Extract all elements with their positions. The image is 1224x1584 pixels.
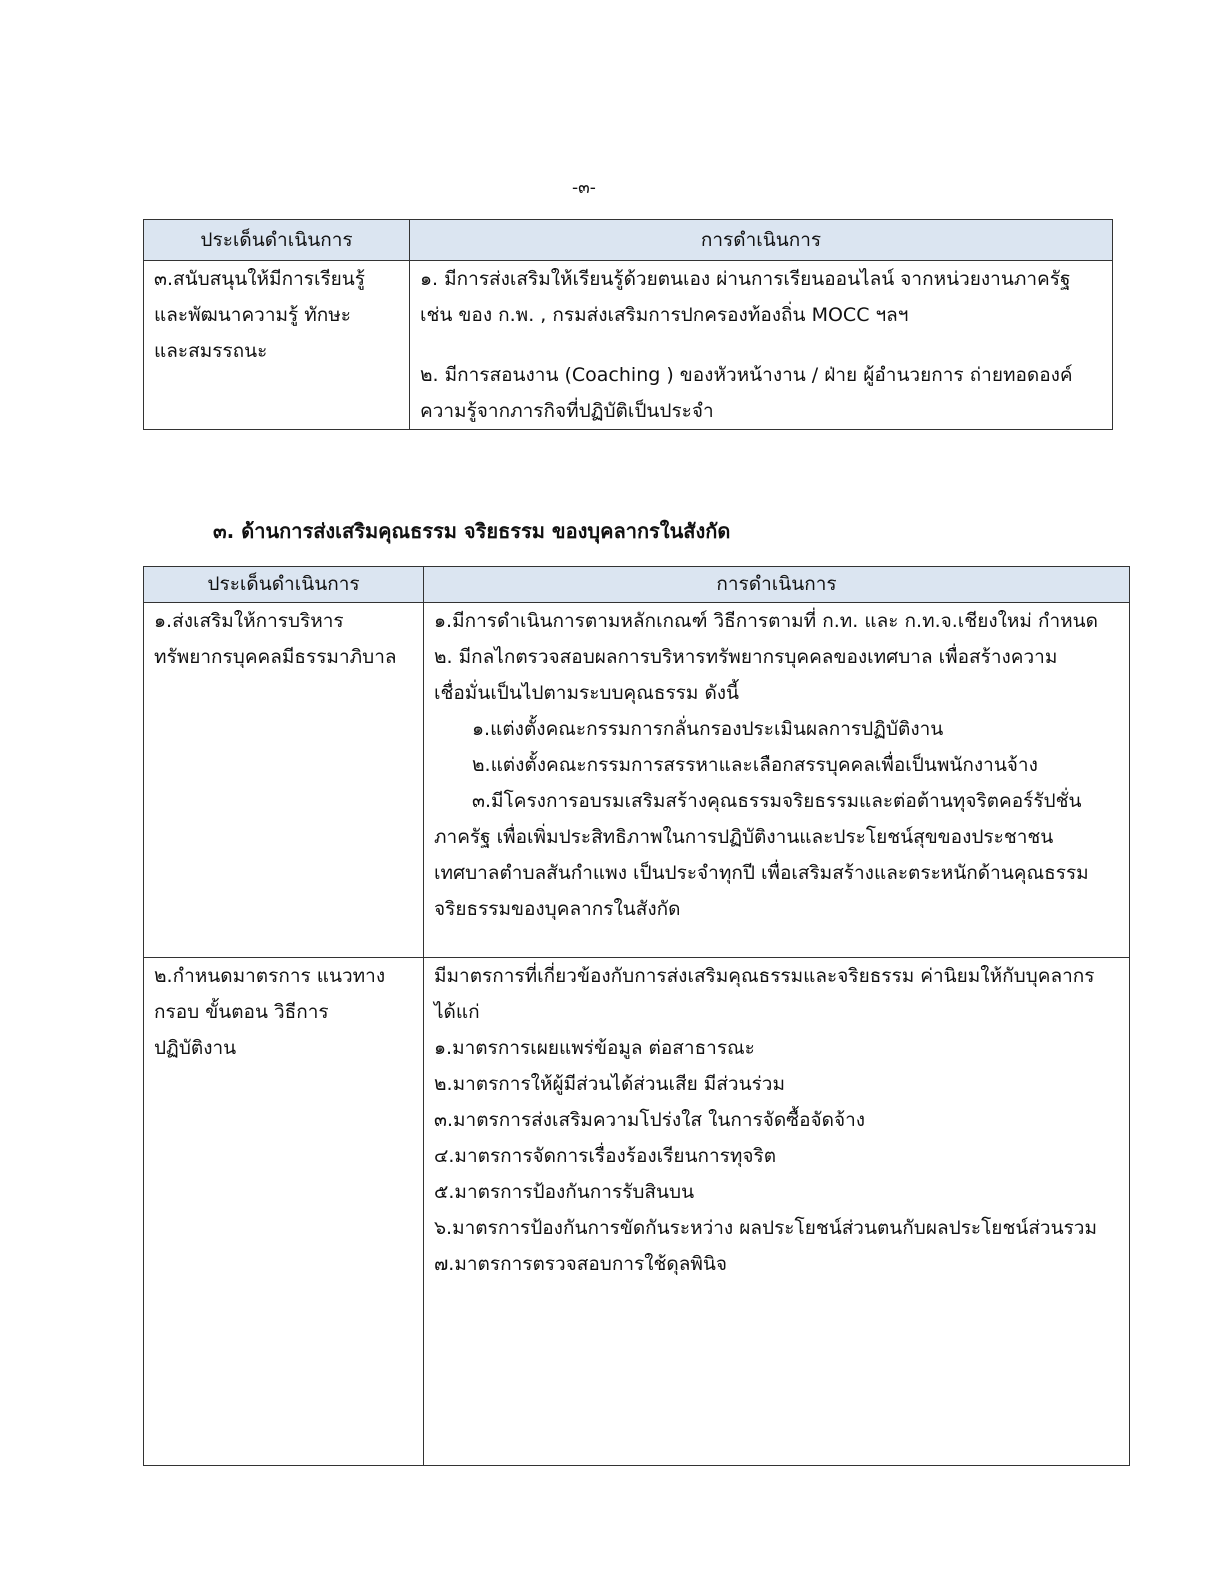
table-row	[144, 603, 1130, 958]
action-line: ๑. มีการส่งเสริมให้เรียนรู้ด้วยตนเอง ผ่านการเรียนออนไลน์ จากหน่วยงานภาครัฐ	[420, 268, 1071, 290]
issue-cell	[144, 958, 424, 1466]
table-row	[144, 958, 1130, 1466]
paragraph-gap	[434, 927, 1121, 957]
issue-line: ๒.กำหนดมาตรการ แนวทาง	[154, 965, 386, 987]
column-header-action: การดำเนินการ	[424, 567, 1130, 603]
issue-cell	[144, 603, 424, 958]
issue-line: และพัฒนาความรู้ ทักษะ	[154, 304, 352, 326]
action-line: เช่น ของ ก.พ. , กรมส่งเสริมการปกครองท้องถิ่น MOCC ฯลฯ	[420, 304, 909, 326]
column-header-issue: ประเด็นดำเนินการ	[144, 220, 410, 261]
table-header-row	[144, 220, 1113, 261]
measure-item: ๑.มาตรการเผยแพร่ข้อมูล ต่อสาธารณะ	[434, 1037, 755, 1059]
column-header-action: การดำเนินการ	[410, 220, 1113, 261]
measure-item: ๕.มาตรการป้องกันการรับสินบน	[434, 1181, 695, 1203]
sub-item: ๒.แต่งตั้งคณะกรรมการสรรหาและเลือกสรรบุคคลเพื่อเป็นพนักงานจ้าง	[472, 754, 1038, 776]
sub-item: ๑.แต่งตั้งคณะกรรมการกลั่นกรองประเมินผลการปฏิบัติงาน	[472, 718, 944, 740]
measure-item: ๗.มาตรการตรวจสอบการใช้ดุลพินิจ	[434, 1253, 728, 1275]
action-line: เทศบาลตำบลสันกำแพง เป็นประจำทุกปี เพื่อเสริมสร้างและตระหนักด้านคุณธรรม	[434, 862, 1089, 884]
action-line: ภาครัฐ เพื่อเพิ่มประสิทธิภาพในการปฏิบัติงานและประโยชน์สุขของประชาชน	[434, 826, 1054, 848]
action-line: ๑.มีการดำเนินการตามหลักเกณฑ์ วิธีการตามที่ ก.ท. และ ก.ท.จ.เชียงใหม่ กำหนด	[434, 610, 1098, 632]
issue-line: ทรัพยากรบุคคลมีธรรมาภิบาล	[154, 646, 397, 668]
column-header-issue: ประเด็นดำเนินการ	[144, 567, 424, 603]
learning-support-table	[143, 219, 1113, 430]
action-line: มีมาตรการที่เกี่ยวข้องกับการส่งเสริมคุณธรรมและจริยธรรม ค่านิยมให้กับบุคลากร	[434, 965, 1095, 987]
section-heading: ๓. ด้านการส่งเสริมคุณธรรม จริยธรรม ของบุคลากรในสังกัด	[213, 519, 731, 543]
action-cell	[424, 603, 1130, 958]
table-row	[144, 261, 1113, 430]
page-number: -๓-	[572, 178, 596, 198]
action-line: ได้แก่	[434, 1001, 480, 1023]
issue-line: ๓.สนับสนุนให้มีการเรียนรู้	[154, 268, 365, 290]
action-line: ความรู้จากภารกิจที่ปฏิบัติเป็นประจำ	[420, 400, 714, 422]
issue-line: ปฏิบัติงาน	[154, 1037, 237, 1059]
action-line: เชื่อมั่นเป็นไปตามระบบคุณธรรม ดังนี้	[434, 682, 740, 704]
action-line: ๒. มีการสอนงาน (Coaching ) ของหัวหน้างาน / ฝ่าย ผู้อำนวยการ ถ่ายทอดองค์	[420, 364, 1073, 386]
issue-line: กรอบ ขั้นตอน วิธีการ	[154, 1001, 329, 1023]
issue-line: และสมรรถนะ	[154, 340, 268, 362]
sub-item: ๓.มีโครงการอบรมเสริมสร้างคุณธรรมจริยธรรมและต่อต้านทุจริตคอร์รัปชั่น	[472, 790, 1082, 812]
issue-line: ๑.ส่งเสริมให้การบริหาร	[154, 610, 344, 632]
measure-item: ๒.มาตรการให้ผู้มีส่วนได้ส่วนเสีย มีส่วนร่วม	[434, 1073, 785, 1095]
measure-item: ๓.มาตรการส่งเสริมความโปร่งใส ในการจัดซื้อจัดจ้าง	[434, 1109, 866, 1131]
ethics-promotion-table	[143, 566, 1130, 1466]
action-line: ๒. มีกลไกตรวจสอบผลการบริหารทรัพยากรบุคคลของเทศบาล เพื่อสร้างความ	[434, 646, 1058, 668]
issue-cell	[144, 261, 410, 430]
table-header-row	[144, 567, 1130, 603]
measure-item: ๔.มาตรการจัดการเรื่องร้องเรียนการทุจริต	[434, 1145, 777, 1167]
action-line: จริยธรรมของบุคลากรในสังกัด	[434, 898, 681, 920]
action-cell	[424, 958, 1130, 1466]
paragraph-gap	[420, 333, 1104, 357]
action-cell	[410, 261, 1113, 430]
measure-item: ๖.มาตรการป้องกันการขัดกันระหว่าง ผลประโยชน์ส่วนตนกับผลประโยชน์ส่วนรวม	[434, 1217, 1097, 1239]
